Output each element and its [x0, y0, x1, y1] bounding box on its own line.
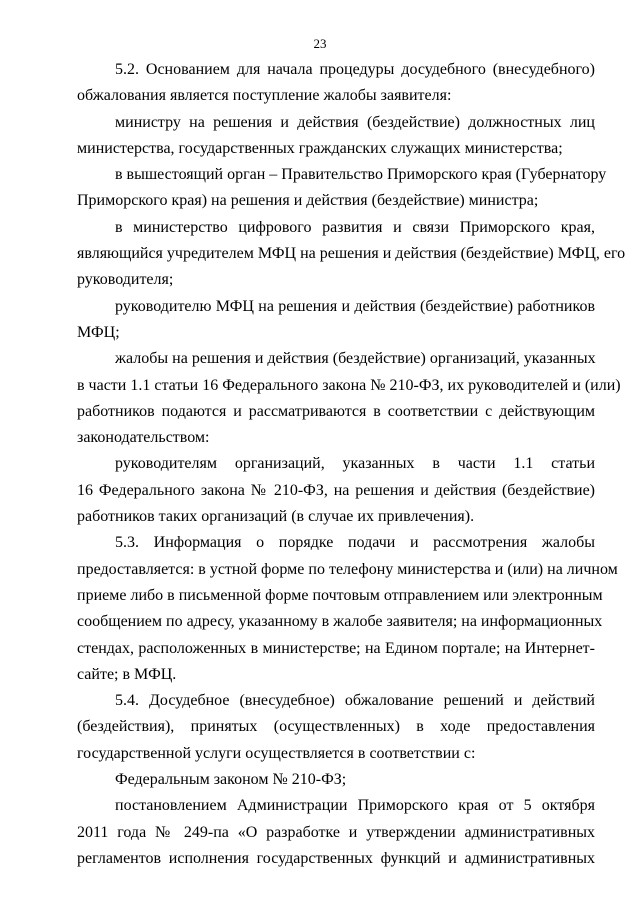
- text-line: работников таких организаций (в случае их привлечения).: [77, 508, 475, 526]
- text-line: руководителю МФЦ на решения и действия (бездействие) работников: [115, 297, 595, 315]
- text-line: жалобы на решения и действия (бездействие) организаций, указанных: [115, 350, 596, 368]
- text-line: регламентов исполнения государственных функций и административных: [77, 849, 595, 867]
- text-line: 16 Федерального закона № 210-ФЗ, на решения и действия (бездействие): [77, 481, 595, 499]
- text-line: руководителя;: [77, 271, 174, 289]
- page-number: 23: [313, 36, 327, 51]
- text-line: в министерство цифрового развития и связи Приморского края,: [115, 218, 595, 236]
- text-line: сайте; в МФЦ.: [77, 665, 177, 683]
- text-line: в части 1.1 статьи 16 Федерального закона № 210-ФЗ, их руководителей и (или): [77, 376, 621, 394]
- text-line: МФЦ;: [77, 323, 120, 341]
- text-line: обжалования является поступление жалобы заявителя:: [77, 87, 452, 105]
- text-line: сообщением по адресу, указанному в жалобе заявителя; на информационных: [77, 613, 603, 631]
- text-line: в вышестоящий орган – Правительство Приморского края (Губернатору: [115, 166, 607, 184]
- text-line: предоставляется: в устной форме по телефону министерства и (или) на личном: [77, 560, 618, 578]
- text-line: 2011 года № 249-па «О разработке и утверждении административных: [77, 823, 595, 841]
- text-line: (бездействия), принятых (осуществленных) в ходе предоставления: [77, 718, 595, 736]
- text-line: министерства, государственных гражданских служащих министерства;: [77, 139, 563, 157]
- text-line: являющийся учредителем МФЦ на решения и действия (бездействие) МФЦ, его: [77, 245, 626, 263]
- text-line: 5.3. Информация о порядке подачи и рассмотрения жалобы: [115, 534, 595, 552]
- text-line: стендах, расположенных в министерстве; на Едином портале; на Интернет-: [77, 639, 595, 657]
- text-line: 5.2. Основанием для начала процедуры досудебного (внесудебного): [115, 61, 595, 78]
- body-text: [77, 57, 626, 872]
- text-line: приеме либо в письменной форме почтовым отправлением или электронным: [77, 586, 603, 604]
- text-line: министру на решения и действия (бездействие) должностных лиц: [115, 113, 595, 131]
- text-line: государственной услуги осуществляется в соответствии с:: [77, 744, 476, 762]
- text-line: руководителям организаций, указанных в части 1.1 статьи: [115, 455, 595, 473]
- text-line: 5.4. Досудебное (внесудебное) обжалование решений и действий: [115, 692, 595, 710]
- text-line: Федеральным законом № 210-ФЗ;: [115, 771, 347, 789]
- text-line: законодательством:: [77, 429, 210, 447]
- text-line: постановлением Администрации Приморского края от 5 октября: [115, 797, 595, 815]
- text-line: Приморского края) на решения и действия (бездействие) министра;: [77, 192, 539, 210]
- text-line: работников подаются и рассматриваются в соответствии с действующим: [77, 402, 595, 420]
